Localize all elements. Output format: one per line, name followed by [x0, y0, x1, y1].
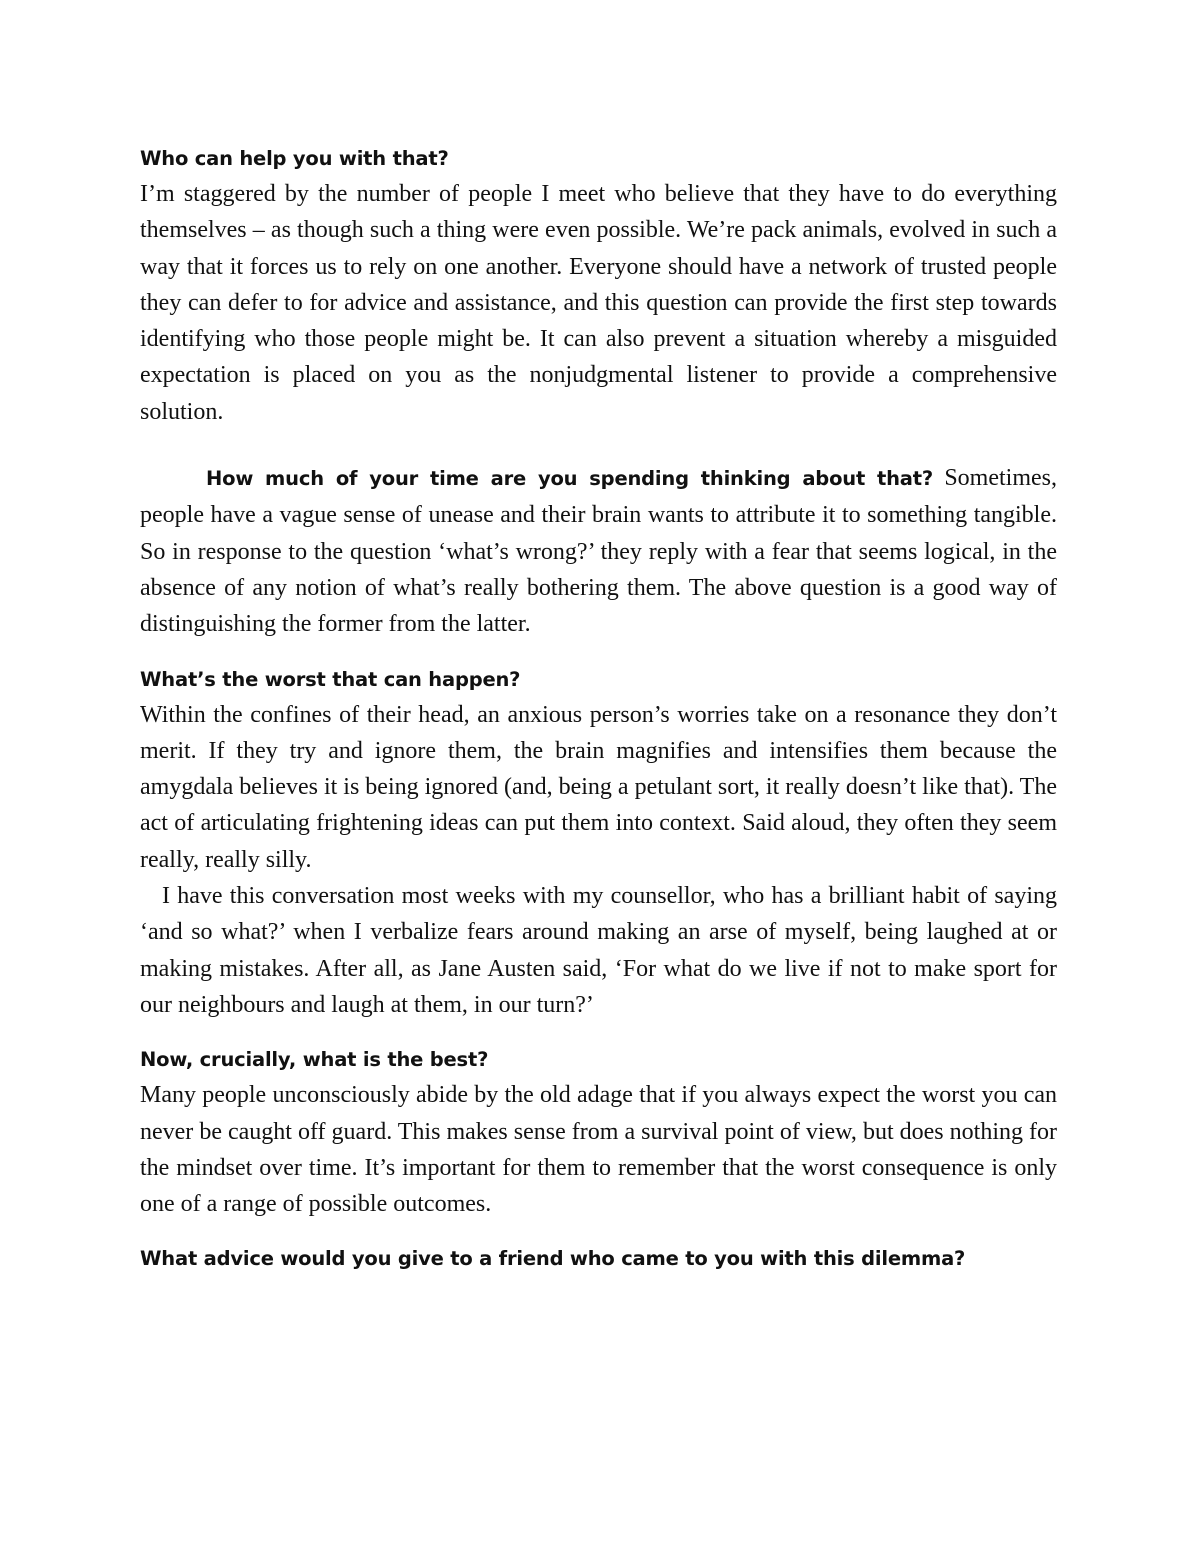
section-heading-friend-advice: What advice would you give to a friend who came to you with this dilemma?	[140, 1247, 966, 1271]
paragraph-spacer	[140, 1023, 1057, 1047]
paragraph-best-case: Many people unconsciously abide by the old adage that if you always expect the worst you can never be caught off guard. This makes sense from a survival point of view, but does nothing for the mindset over time. It’s important for them to remember that the worst consequence is only one of a range of possible outcomes.	[140, 1082, 1057, 1218]
section-heading-who-can-help: Who can help you with that?	[140, 147, 449, 170]
paragraph-spacer	[140, 1222, 1057, 1246]
document-page	[140, 146, 1057, 1272]
section-heading-worst-case: What’s the worst that can happen?	[140, 667, 521, 691]
paragraph-spacer	[140, 643, 1057, 667]
paragraph-time-spending	[140, 460, 1057, 642]
paragraph-time-spending-text: Sometimes, people have a vague sense of unease and their brain wants to attribute it to something tangible. So in response to the question ‘what’s wrong?’ they reply with a fear that seems logical, in the absence of any notion of what’s really bothering them. The above question is a good way of distinguishing the former from the latter.	[140, 465, 1058, 638]
paragraph-worst-case-2: I have this conversation most weeks with my counsellor, who has a brilliant habit of saying ‘and so what?’ when I verbalize fears around making an arse of myself, being laughed at or making mistakes. After all, as Jane Austen said, ‘For what do we live if not to make sport for our neighbours and laugh at them, in our turn?’	[140, 883, 1057, 1018]
paragraph-spacer	[140, 430, 1057, 460]
section-heading-best-case: Now, crucially, what is the best?	[140, 1048, 489, 1072]
paragraph-worst-case-1: Within the confines of their head, an anxious person’s worries take on a resonance they don’t merit. If they try and ignore them, the brain magnifies and intensifies them because the amygdala believes it is being ignored (and, being a petulant sort, it really doesn’t like that). The act of articulating frightening ideas can put them into context. Said aloud, they often they seem really, really silly.	[140, 701, 1057, 873]
section-heading-time-spending: How much of your time are you spending thinking about that?	[206, 467, 933, 491]
paragraph-who-can-help: I’m staggered by the number of people I meet who believe that they have to do everything themselves – as though such a thing were even possible. We’re pack animals, evolved in such a way that it forces us to rely on one another. Everyone should have a network of trusted people they can defer to for advice and assistance, and this question can provide the first step towards identifying who those people might be. It can also prevent a situation whereby a misguided expectation is placed on you as the nonjudgmental listener to provide a comprehensive solution.	[140, 181, 1057, 425]
